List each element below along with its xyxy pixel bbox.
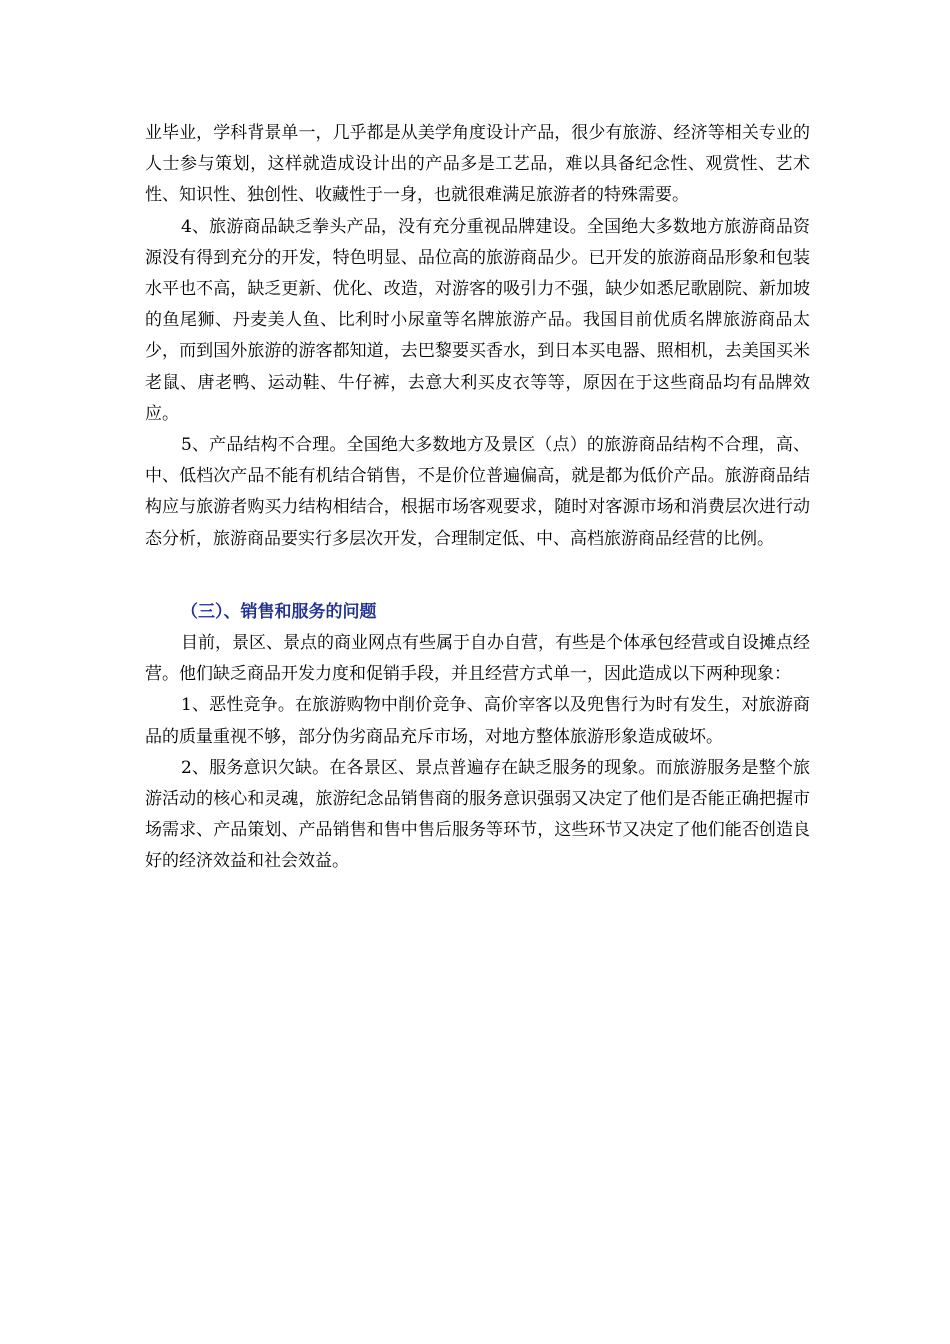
paragraph-intro: 目前，景区、景点的商业网点有些属于自办自营，有些是个体承包经营或自设摊点经营。他们缺乏商品开发力度和促销手段，并且经营方式单一，因此造成以下两种现象： <box>145 633 810 685</box>
paragraph-item-2: 2、服务意识欠缺。在各景区、景点普遍存在缺乏服务的现象。而旅游服务是整个旅游活动的核心和灵魂，旅游纪念品销售商的服务意识强弱又决定了他们是否能正确把握市场需求、产品策划、产品销售和售中售后服务等环节，这些环节又决定了他们能否创造良好的经济效益和社会效益。 <box>145 757 810 872</box>
paragraph-continuation: 业毕业，学科背景单一，几乎都是从美学角度设计产品，很少有旅游、经济等相关专业的人士参与策划，这样就造成设计出的产品多是工艺品，难以具备纪念性、观赏性、艺术性、知识性、独创性、收藏性于一身，也就很难满足旅游者的特殊需要。 <box>145 123 810 206</box>
paragraph-item-1: 1、恶性竞争。在旅游购物中削价竞争、高价宰客以及兜售行为时有发生，对旅游商品的质量重视不够，部分伪劣商品充斥市场，对地方整体旅游形象造成破坏。 <box>145 695 810 747</box>
section-heading: （三）、销售和服务的问题 <box>181 601 377 622</box>
paragraph-item-5: 5、产品结构不合理。全国绝大多数地方及景区（点）的旅游商品结构不合理，高、中、低档次产品不能有机结合销售，不是价位普遍偏高，就是都为低价产品。旅游商品结构应与旅游者购买力结构相结合，根据市场客观要求，随时对客源市场和消费层次进行动态分析，旅游商品要实行多层次开发，合理制定低、中、高档旅游商品经营的比例。 <box>145 435 810 549</box>
paragraph-item-4: 4、旅游商品缺乏拳头产品，没有充分重视品牌建设。全国绝大多数地方旅游商品资源没有得到充分的开发，特色明显、品位高的旅游商品少。已开发的旅游商品形象和包装水平也不高，缺乏更新、优化、改造，对游客的吸引力不强，缺少如悉尼歌剧院、新加坡的鱼尾狮、丹麦美人鱼、比利时小尿童等名牌旅游产品。我国目前优质名牌旅游商品太少，而到国外旅游的游客都知道，去巴黎要买香水，到日本买电器、照相机，去美国买米老鼠、唐老鸭、运动鞋、牛仔裤，去意大利买皮衣等等，原因在于这些商品均有品牌效应。 <box>145 216 810 424</box>
section-spacer <box>145 555 810 597</box>
document-page <box>145 118 810 878</box>
